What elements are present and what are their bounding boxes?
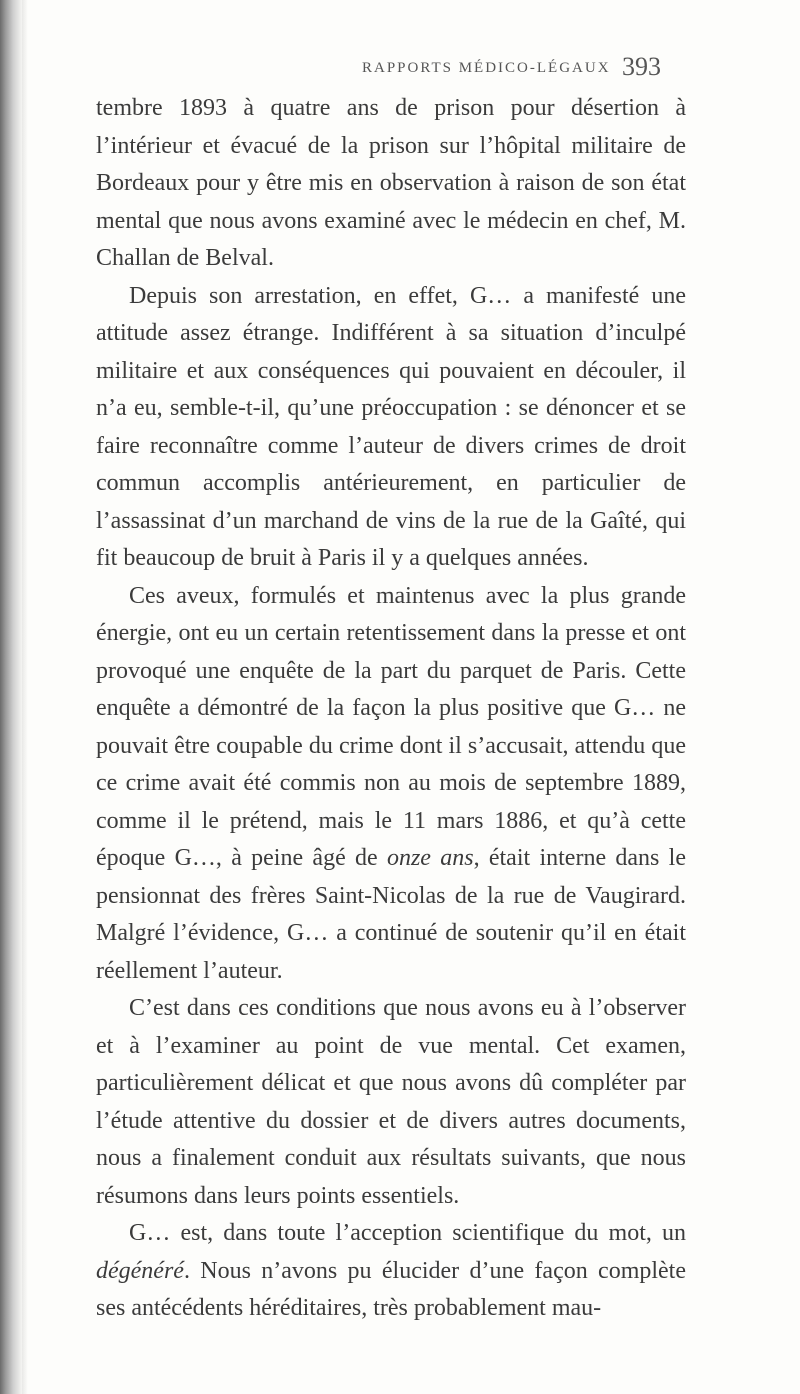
paragraph-degenere xyxy=(96,1215,686,1328)
paragraph-degenere-italic: dégénéré xyxy=(96,1257,184,1284)
paragraph-conditions: C’est dans ces conditions que nous avons eu à l’observer et à l’examiner au point de vue mental. Cet examen, particulièrement délicat et que nous avons dû compléter par l’étude attentive du dossier et de divers autres documents, nous a finalement conduit aux résultats suivants, que nous résumons dans leurs points essentiels. xyxy=(96,995,686,1209)
paragraph-aveux-italic: onze ans xyxy=(386,845,474,871)
page-binding-shadow xyxy=(0,0,22,1394)
page-number: 393 xyxy=(622,52,661,81)
paragraph-aveux xyxy=(96,578,686,991)
paragraph-aveux-text-a: Ces aveux, formulés et maintenus avec la plus grande énergie, ont eu un certain retentissement dans la presse et ont provoqué une enquête de la part du parquet de Paris. Cette enquête a démontré de la façon la plus positive que G… ne pouvait être coupable du crime dont il s’accusait, attendu que ce crime avait été commis non au mois de septembre 1889, comme il le prétend, mais le 11 mars 1886, et qu’à cette époque G…, à peine âgé de xyxy=(96,582,686,871)
paragraph-continuation: tembre 1893 à quatre ans de prison pour désertion à l’intérieur et évacué de la prison sur l’hôpital militaire de Bordeaux pour y être mis en observation à raison de son état mental que nous avons examiné avec le médecin en chef, M. Challan de Belval. xyxy=(96,95,686,271)
running-head: RAPPORTS MÉDICO-LÉGAUX xyxy=(362,60,611,76)
paragraph-degenere-text-b: . Nous n’avons pu élucider d’une façon complète ses antécédents héréditaires, très probablement mau- xyxy=(96,1257,686,1321)
paragraph-aveux-text-b: , était interne dans le pensionnat des frères Saint-Nicolas de la rue de Vaugirard. Malgré l’évidence, G… a continué de soutenir qu’il en était réellement l’auteur. xyxy=(96,845,686,984)
page-binding-edge xyxy=(22,0,28,1394)
body-text xyxy=(96,90,686,1328)
paragraph-arrestation: Depuis son arrestation, en effet, G… a manifesté une attitude assez étrange. Indifférent à sa situation d’inculpé militaire et aux conséquences qui pouvaient en découler, il n’a eu, semble-t-il, qu’une préoccupation : se dénoncer et se faire reconnaître comme l’auteur de divers crimes de droit commun accomplis antérieurement, en particulier de l’assassinat d’un marchand de vins de la rue de la Gaîté, qui fit beaucoup de bruit à Paris il y a quelques années. xyxy=(96,282,686,571)
paragraph-degenere-text-a: G… est, dans toute l’acception scientifique du mot, un xyxy=(129,1220,686,1246)
